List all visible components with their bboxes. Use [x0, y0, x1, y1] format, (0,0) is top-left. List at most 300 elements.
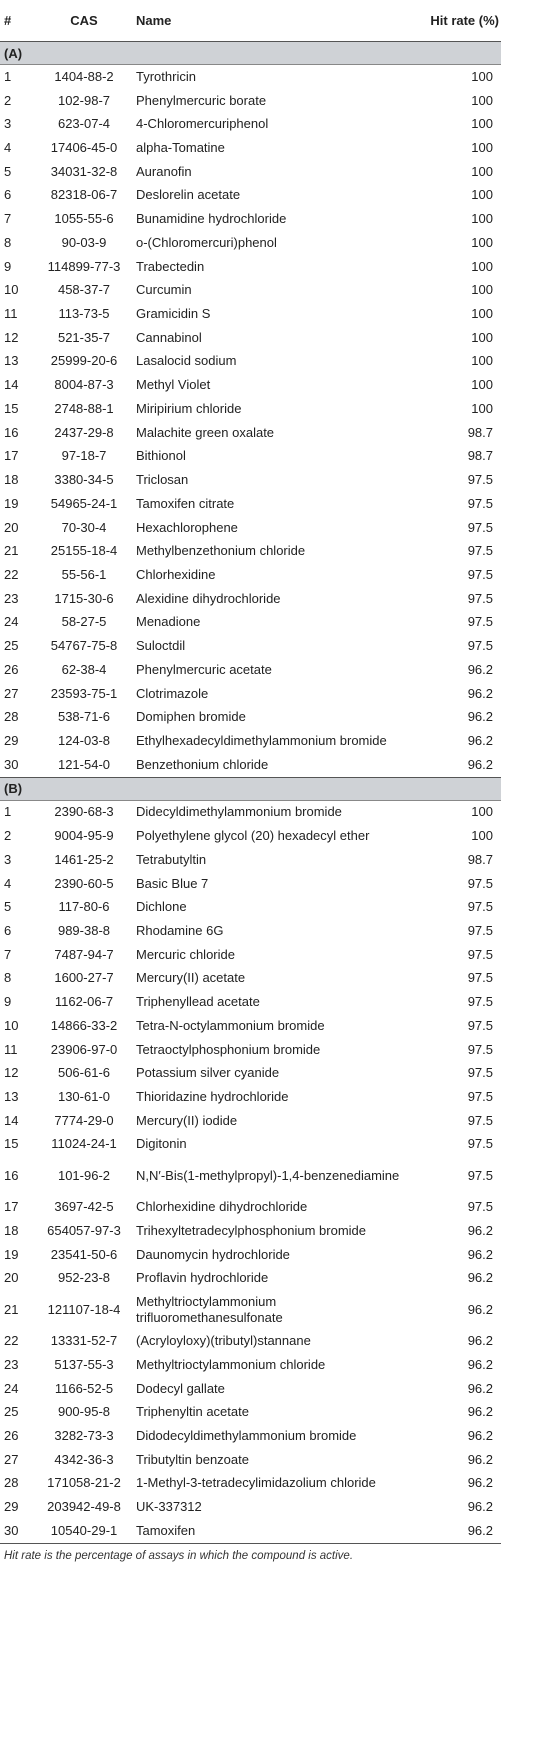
- row-number: 12: [4, 1065, 19, 1081]
- table-row: [0, 1495, 501, 1519]
- table-row: [0, 278, 501, 302]
- header-name: Name: [132, 0, 422, 42]
- row-cas: 203942-49-8: [47, 1499, 121, 1515]
- row-hit-rate: 100: [471, 140, 493, 156]
- row-number: 26: [4, 661, 19, 677]
- row-number: 6: [4, 187, 12, 203]
- row-name: (Acryloyloxy)(tributyl)stannane: [136, 1333, 311, 1349]
- row-name: Mercury(II) iodide: [136, 1112, 238, 1128]
- row-hit-rate: 97.5: [467, 543, 493, 559]
- row-number: 10: [4, 1017, 19, 1033]
- row-number: 26: [4, 1427, 19, 1443]
- row-name: Alexidine dihydrochloride: [136, 590, 281, 606]
- row-name: Hexachlorophene: [136, 519, 238, 535]
- table-body: [0, 42, 501, 1543]
- row-number: 23: [4, 1356, 19, 1372]
- row-number: 17: [4, 448, 19, 464]
- row-number: 13: [4, 353, 19, 369]
- row-name: Tamoxifen: [136, 1522, 196, 1538]
- table-row: [0, 1061, 501, 1085]
- row-name: Ethylhexadecyldimethylammonium bromide: [136, 732, 387, 748]
- table-row: [0, 350, 501, 374]
- table-row: [0, 445, 501, 469]
- row-cas: 1055-55-6: [54, 211, 114, 227]
- row-number: 1: [4, 68, 12, 84]
- row-name: Trabectedin: [136, 258, 205, 274]
- row-name: Deslorelin acetate: [136, 187, 241, 203]
- row-hit-rate: 100: [471, 258, 493, 274]
- row-cas: 3380-34-5: [54, 472, 114, 488]
- row-hit-rate: 100: [471, 282, 493, 298]
- row-cas: 2437-29-8: [54, 424, 114, 440]
- row-cas: 538-71-6: [57, 709, 111, 725]
- row-number: 3: [4, 116, 12, 132]
- table-row: [0, 207, 501, 231]
- row-number: 14: [4, 1112, 19, 1128]
- table-row: [0, 1400, 501, 1424]
- table-row: [0, 1329, 501, 1353]
- row-cas: 23593-75-1: [50, 685, 118, 701]
- row-number: 1: [4, 804, 12, 820]
- row-hit-rate: 98.7: [467, 448, 493, 464]
- row-name: Phenylmercuric borate: [136, 92, 267, 108]
- row-name: Miripirium chloride: [136, 400, 242, 416]
- row-cas: 4342-36-3: [54, 1451, 114, 1467]
- table-row: [0, 136, 501, 160]
- row-name: Chlorhexidine dihydrochloride: [136, 1199, 308, 1215]
- row-name: Trihexyltetradecylphosphonium bromide: [136, 1222, 367, 1238]
- table-row: [0, 302, 501, 326]
- row-cas: 130-61-0: [57, 1089, 111, 1105]
- table-row: [0, 65, 501, 89]
- row-hit-rate: 96.2: [467, 661, 493, 677]
- row-hit-rate: 98.7: [467, 424, 493, 440]
- row-name: Clotrimazole: [136, 685, 209, 701]
- row-name: Auranofin: [136, 163, 192, 179]
- row-cas: 124-03-8: [57, 732, 111, 748]
- table-row: [0, 1353, 501, 1377]
- row-cas: 9004-95-9: [54, 828, 114, 844]
- row-number: 21: [4, 543, 19, 559]
- row-hit-rate: 96.2: [467, 1451, 493, 1467]
- row-name: Potassium silver cyanide: [136, 1065, 280, 1081]
- table-row: [0, 1243, 501, 1267]
- row-hit-rate: 97.5: [467, 519, 493, 535]
- row-name: Gramicidin S: [136, 306, 211, 322]
- row-number: 15: [4, 1136, 19, 1152]
- row-cas: 121107-18-4: [47, 1301, 121, 1317]
- row-number: 18: [4, 1222, 19, 1238]
- row-number: 7: [4, 211, 12, 227]
- header-hit-rate: Hit rate (%): [422, 0, 501, 42]
- row-number: 17: [4, 1199, 19, 1215]
- row-name: Mercury(II) acetate: [136, 970, 246, 986]
- row-cas: 70-30-4: [61, 519, 107, 535]
- table-row: [0, 634, 501, 658]
- table-row: [0, 990, 501, 1014]
- row-hit-rate: 100: [471, 804, 493, 820]
- row-name: Tetraoctylphosphonium bromide: [136, 1041, 321, 1057]
- row-number: 25: [4, 638, 19, 654]
- row-name: Chlorhexidine: [136, 566, 216, 582]
- row-number: 2: [4, 828, 12, 844]
- row-hit-rate: 96.2: [467, 1522, 493, 1538]
- row-hit-rate: 97.5: [467, 1167, 493, 1183]
- section-header-row: [0, 777, 501, 800]
- row-cas: 101-96-2: [57, 1167, 111, 1183]
- row-hit-rate: 100: [471, 211, 493, 227]
- row-name: Basic Blue 7: [136, 875, 209, 891]
- row-cas: 506-61-6: [57, 1065, 111, 1081]
- table-row: [0, 89, 501, 113]
- table-row: [0, 1519, 501, 1543]
- table-row: [0, 326, 501, 350]
- row-number: 23: [4, 590, 19, 606]
- row-number: 30: [4, 1522, 19, 1538]
- table-row: [0, 1377, 501, 1401]
- row-name: Thioridazine hydrochloride: [136, 1089, 289, 1105]
- row-cas: 2390-60-5: [54, 875, 114, 891]
- section-label: (B): [0, 777, 501, 800]
- table-row: [0, 1448, 501, 1472]
- table-row: [0, 231, 501, 255]
- row-name: Methyltrioctylammonium chloride: [136, 1356, 326, 1372]
- row-hit-rate: 97.5: [467, 1199, 493, 1215]
- table-row: [0, 397, 501, 421]
- row-hit-rate: 100: [471, 329, 493, 345]
- row-number: 22: [4, 566, 19, 582]
- row-hit-rate: 100: [471, 234, 493, 250]
- row-number: 12: [4, 329, 19, 345]
- row-name: Triphenyllead acetate: [136, 994, 260, 1010]
- row-cas: 25155-18-4: [50, 543, 118, 559]
- row-number: 10: [4, 282, 19, 298]
- row-number: 18: [4, 472, 19, 488]
- row-cas: 102-98-7: [57, 92, 111, 108]
- table-row: [0, 160, 501, 184]
- row-hit-rate: 100: [471, 306, 493, 322]
- row-number: 11: [4, 306, 18, 322]
- row-hit-rate: 100: [471, 163, 493, 179]
- table-row: [0, 848, 501, 872]
- row-cas: 2390-68-3: [54, 804, 114, 820]
- row-number: 9: [4, 994, 12, 1010]
- row-name: o-(Chloromercuri)phenol: [136, 234, 277, 250]
- table-row: [0, 1219, 501, 1243]
- row-hit-rate: 97.5: [467, 946, 493, 962]
- row-name: Daunomycin hydrochloride: [136, 1246, 290, 1262]
- table-row: [0, 563, 501, 587]
- row-name: Proflavin hydrochloride: [136, 1270, 269, 1286]
- table-row: [0, 1195, 501, 1219]
- row-name: Domiphen bromide: [136, 709, 246, 725]
- row-cas: 623-07-4: [57, 116, 111, 132]
- row-cas: 1166-52-5: [54, 1380, 114, 1396]
- row-number: 24: [4, 1380, 19, 1396]
- row-name: Lasalocid sodium: [136, 353, 237, 369]
- row-number: 29: [4, 732, 19, 748]
- row-cas: 14866-33-2: [50, 1017, 118, 1033]
- row-hit-rate: 96.2: [467, 709, 493, 725]
- row-hit-rate: 97.5: [467, 875, 493, 891]
- row-hit-rate: 96.2: [467, 1333, 493, 1349]
- row-hit-rate: 100: [471, 116, 493, 132]
- row-number: 21: [4, 1301, 19, 1317]
- row-number: 29: [4, 1499, 19, 1515]
- table-row: [0, 373, 501, 397]
- row-number: 13: [4, 1089, 19, 1105]
- row-name: alpha-Tomatine: [136, 140, 225, 156]
- row-cas: 1715-30-6: [54, 590, 114, 606]
- row-number: 25: [4, 1404, 19, 1420]
- row-hit-rate: 96.2: [467, 1404, 493, 1420]
- table-row: [0, 800, 501, 824]
- row-hit-rate: 97.5: [467, 1112, 493, 1128]
- row-number: 6: [4, 923, 12, 939]
- table-row: [0, 516, 501, 540]
- table-row: [0, 1156, 501, 1195]
- row-cas: 62-38-4: [61, 661, 107, 677]
- table-row: [0, 1014, 501, 1038]
- table-row: [0, 255, 501, 279]
- row-number: 5: [4, 163, 12, 179]
- table-row: [0, 967, 501, 991]
- row-number: 4: [4, 875, 12, 891]
- row-number: 19: [4, 495, 19, 511]
- row-name: 1-Methyl-3-tetradecylimidazolium chloride: [136, 1475, 376, 1491]
- row-number: 8: [4, 970, 12, 986]
- row-hit-rate: 96.2: [467, 1246, 493, 1262]
- row-hit-rate: 97.5: [467, 923, 493, 939]
- table-row: [0, 1085, 501, 1109]
- row-hit-rate: 97.5: [467, 994, 493, 1010]
- row-hit-rate: 98.7: [467, 851, 493, 867]
- row-hit-rate: 96.2: [467, 756, 493, 772]
- row-number: 8: [4, 234, 12, 250]
- row-cas: 113-73-5: [58, 306, 110, 322]
- header-cas: CAS: [34, 0, 132, 42]
- row-hit-rate: 100: [471, 92, 493, 108]
- row-cas: 34031-32-8: [50, 163, 118, 179]
- row-hit-rate: 96.2: [467, 732, 493, 748]
- row-name: Triphenyltin acetate: [136, 1404, 249, 1420]
- row-number: 28: [4, 1475, 19, 1491]
- table-row: [0, 112, 501, 136]
- row-name: Bithionol: [136, 448, 186, 464]
- row-hit-rate: 97.5: [467, 1065, 493, 1081]
- row-number: 20: [4, 519, 19, 535]
- row-cas: 1404-88-2: [54, 68, 114, 84]
- row-number: 5: [4, 899, 12, 915]
- row-hit-rate: 97.5: [467, 566, 493, 582]
- row-hit-rate: 97.5: [467, 1041, 493, 1057]
- table-row: [0, 1424, 501, 1448]
- table-row: [0, 1472, 501, 1496]
- row-name: N,N′-Bis(1-methylpropyl)-1,4-benzenediamine: [136, 1167, 400, 1183]
- row-cas: 5137-55-3: [54, 1356, 114, 1372]
- table-footnote: Hit rate is the percentage of assays in which the compound is active.: [4, 1549, 354, 1562]
- row-hit-rate: 96.2: [467, 1222, 493, 1238]
- row-cas: 13331-52-7: [50, 1333, 118, 1349]
- row-number: 9: [4, 258, 12, 274]
- row-name: Methyltrioctylammonium trifluoromethanesulfonate: [136, 1293, 283, 1325]
- row-cas: 458-37-7: [57, 282, 111, 298]
- row-cas: 952-23-8: [57, 1270, 111, 1286]
- row-name: Tributyltin benzoate: [136, 1451, 249, 1467]
- row-name: UK-337312: [136, 1499, 202, 1515]
- table-row: [0, 184, 501, 208]
- row-hit-rate: 100: [471, 828, 493, 844]
- row-cas: 3697-42-5: [54, 1199, 114, 1215]
- row-cas: 654057-97-3: [47, 1222, 121, 1238]
- row-name: Suloctdil: [136, 638, 186, 654]
- row-name: Digitonin: [136, 1136, 187, 1152]
- row-number: 19: [4, 1246, 19, 1262]
- row-number: 27: [4, 685, 19, 701]
- row-name: Rhodamine 6G: [136, 923, 224, 939]
- row-number: 27: [4, 1451, 19, 1467]
- row-name: Didodecyldimethylammonium bromide: [136, 1427, 357, 1443]
- row-cas: 11024-24-1: [51, 1136, 117, 1152]
- row-name: Curcumin: [136, 282, 192, 298]
- row-name: Cannabinol: [136, 329, 202, 345]
- row-hit-rate: 97.5: [467, 1136, 493, 1152]
- row-name: Dichlone: [136, 899, 187, 915]
- section-header-row: [0, 42, 501, 65]
- table-row: [0, 1290, 501, 1329]
- row-hit-rate: 100: [471, 400, 493, 416]
- row-hit-rate: 97.5: [467, 638, 493, 654]
- table-row: [0, 895, 501, 919]
- row-number: 11: [4, 1041, 18, 1057]
- row-name: Polyethylene glycol (20) hexadecyl ether: [136, 828, 370, 844]
- row-hit-rate: 96.2: [467, 685, 493, 701]
- table-row: [0, 1109, 501, 1133]
- row-cas: 2748-88-1: [54, 400, 114, 416]
- row-hit-rate: 100: [471, 377, 493, 393]
- row-name: Tamoxifen citrate: [136, 495, 235, 511]
- table-row: [0, 1267, 501, 1291]
- row-hit-rate: 96.2: [467, 1356, 493, 1372]
- row-cas: 10540-29-1: [50, 1522, 118, 1538]
- row-cas: 521-35-7: [57, 329, 111, 345]
- row-cas: 54767-75-8: [50, 638, 118, 654]
- row-cas: 90-03-9: [61, 234, 107, 250]
- row-name: Benzethonium chloride: [136, 756, 269, 772]
- row-cas: 7774-29-0: [54, 1112, 114, 1128]
- row-hit-rate: 97.5: [467, 1017, 493, 1033]
- row-cas: 8004-87-3: [54, 377, 114, 393]
- table-row: [0, 872, 501, 896]
- row-cas: 17406-45-0: [50, 140, 118, 156]
- table-header: [0, 0, 501, 42]
- table-row: [0, 753, 501, 777]
- row-cas: 58-27-5: [61, 614, 107, 630]
- row-cas: 7487-94-7: [54, 946, 114, 962]
- row-hit-rate: 100: [471, 68, 493, 84]
- row-cas: 900-95-8: [57, 1404, 111, 1420]
- row-hit-rate: 96.2: [467, 1427, 493, 1443]
- row-cas: 25999-20-6: [50, 353, 118, 369]
- row-cas: 171058-21-2: [47, 1475, 121, 1491]
- row-number: 24: [4, 614, 19, 630]
- row-hit-rate: 100: [471, 353, 493, 369]
- section-label: (A): [0, 42, 501, 65]
- row-name: Phenylmercuric acetate: [136, 661, 272, 677]
- row-hit-rate: 97.5: [467, 472, 493, 488]
- table-row: [0, 468, 501, 492]
- row-cas: 1162-06-7: [54, 994, 114, 1010]
- row-cas: 55-56-1: [61, 566, 107, 582]
- row-hit-rate: 96.2: [467, 1270, 493, 1286]
- row-number: 16: [4, 1167, 19, 1183]
- row-number: 7: [4, 946, 12, 962]
- table-row: [0, 492, 501, 516]
- row-cas: 97-18-7: [61, 448, 107, 464]
- row-name: Tetrabutyltin: [136, 851, 207, 867]
- table-row: [0, 658, 501, 682]
- row-hit-rate: 96.2: [467, 1380, 493, 1396]
- table-row: [0, 539, 501, 563]
- table-row: [0, 824, 501, 848]
- row-hit-rate: 96.2: [467, 1301, 493, 1317]
- row-cas: 23906-97-0: [50, 1041, 118, 1057]
- row-number: 4: [4, 140, 12, 156]
- table-row: [0, 1038, 501, 1062]
- row-name: Malachite green oxalate: [136, 424, 275, 440]
- row-number: 22: [4, 1333, 19, 1349]
- row-name: Dodecyl gallate: [136, 1380, 225, 1396]
- table-row: [0, 705, 501, 729]
- row-cas: 117-80-6: [58, 899, 110, 915]
- row-name: Menadione: [136, 614, 201, 630]
- row-number: 3: [4, 851, 12, 867]
- row-hit-rate: 97.5: [467, 590, 493, 606]
- row-cas: 989-38-8: [57, 923, 111, 939]
- row-cas: 1600-27-7: [54, 970, 114, 986]
- table-row: [0, 587, 501, 611]
- row-name: Triclosan: [136, 472, 189, 488]
- row-cas: 121-54-0: [57, 756, 111, 772]
- row-name: Mercuric chloride: [136, 946, 235, 962]
- row-hit-rate: 97.5: [467, 614, 493, 630]
- row-hit-rate: 97.5: [467, 1089, 493, 1105]
- row-hit-rate: 96.2: [467, 1499, 493, 1515]
- row-hit-rate: 97.5: [467, 899, 493, 915]
- row-cas: 23541-50-6: [50, 1246, 118, 1262]
- row-name: Didecyldimethylammonium bromide: [136, 804, 342, 820]
- row-cas: 114899-77-3: [47, 258, 121, 274]
- row-cas: 3282-73-3: [54, 1427, 114, 1443]
- row-number: 30: [4, 756, 19, 772]
- header-number: #: [0, 0, 34, 42]
- row-cas: 54965-24-1: [50, 495, 118, 511]
- table-row: [0, 611, 501, 635]
- row-hit-rate: 97.5: [467, 495, 493, 511]
- row-name: Methylbenzethonium chloride: [136, 543, 306, 559]
- row-hit-rate: 97.5: [467, 970, 493, 986]
- row-number: 20: [4, 1270, 19, 1286]
- row-cas: 1461-25-2: [54, 851, 114, 867]
- row-name: 4-Chloromercuriphenol: [136, 116, 269, 132]
- row-cas: 82318-06-7: [50, 187, 118, 203]
- row-name: Bunamidine hydrochloride: [136, 211, 287, 227]
- table-row: [0, 421, 501, 445]
- row-number: 2: [4, 92, 12, 108]
- row-hit-rate: 100: [471, 187, 493, 203]
- row-number: 15: [4, 400, 19, 416]
- row-number: 28: [4, 709, 19, 725]
